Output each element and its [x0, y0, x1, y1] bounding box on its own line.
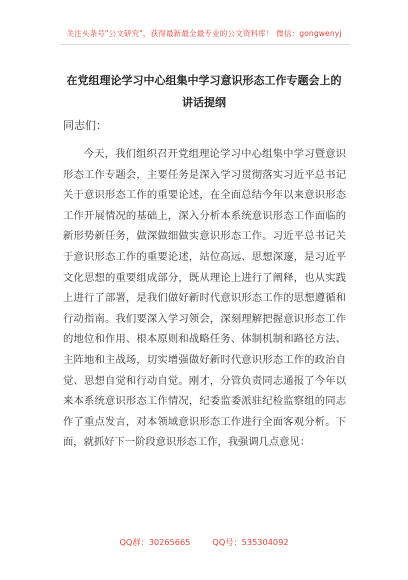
title-line-2: 讲话提纲 — [182, 96, 226, 109]
footer-qq-number: QQ号：535304092 — [212, 537, 289, 547]
title-line-1: 在党组理论学习中心组集中学习意识形态工作专题会上的 — [66, 74, 342, 87]
greeting: 同志们： — [63, 119, 107, 132]
document-title — [40, 70, 368, 114]
footer-qq-group: QQ群：30265665 — [119, 537, 191, 547]
header-divider — [60, 44, 350, 45]
body-paragraph: 今天，我们组织召开党组理论学习中心组集中学习暨意识形态工作专题会，主要任务是深入学习贯彻落实习近平总书记关于意识形态工作的重要论述，在全面总结今年以来意识形态工作开展情况的基础上，深入分析本系统意识形态工作面临的新形势新任务，做深做细做实意识形态工作。习近平总书记关于意识形态工作的重要论述，站位高远、思想深邃，是习近平文化思想的重要组成部分，既从理论上进行了阐释，也从实践上进行了部署，是我们做好新时代意识形态工作的思想遵循和行动指南。我们要深入学习领会，深刻理解把握意识形态工作的地位和作用、根本原则和战略任务、体制机制和路径方法、主阵地和主战场，切实增强做好新时代意识形态工作的政治自觉、思想自觉和行动自觉。刚才，分管负责同志通报了今年以来本系统意识形态工作情况，纪委监委派驻纪检监察组的同志作了重点发言，对本领域意识形态工作进行全面客观分析。下面，就抓好下一阶段意识形态工作，我强调几点意见： — [63, 148, 346, 449]
header-banner: 关注头条号"公文研究"，获得最新最全最专业的公文资料库！ 微信：gongwenyj — [66, 29, 342, 38]
footer-contacts — [0, 537, 408, 548]
body-text — [63, 144, 346, 453]
